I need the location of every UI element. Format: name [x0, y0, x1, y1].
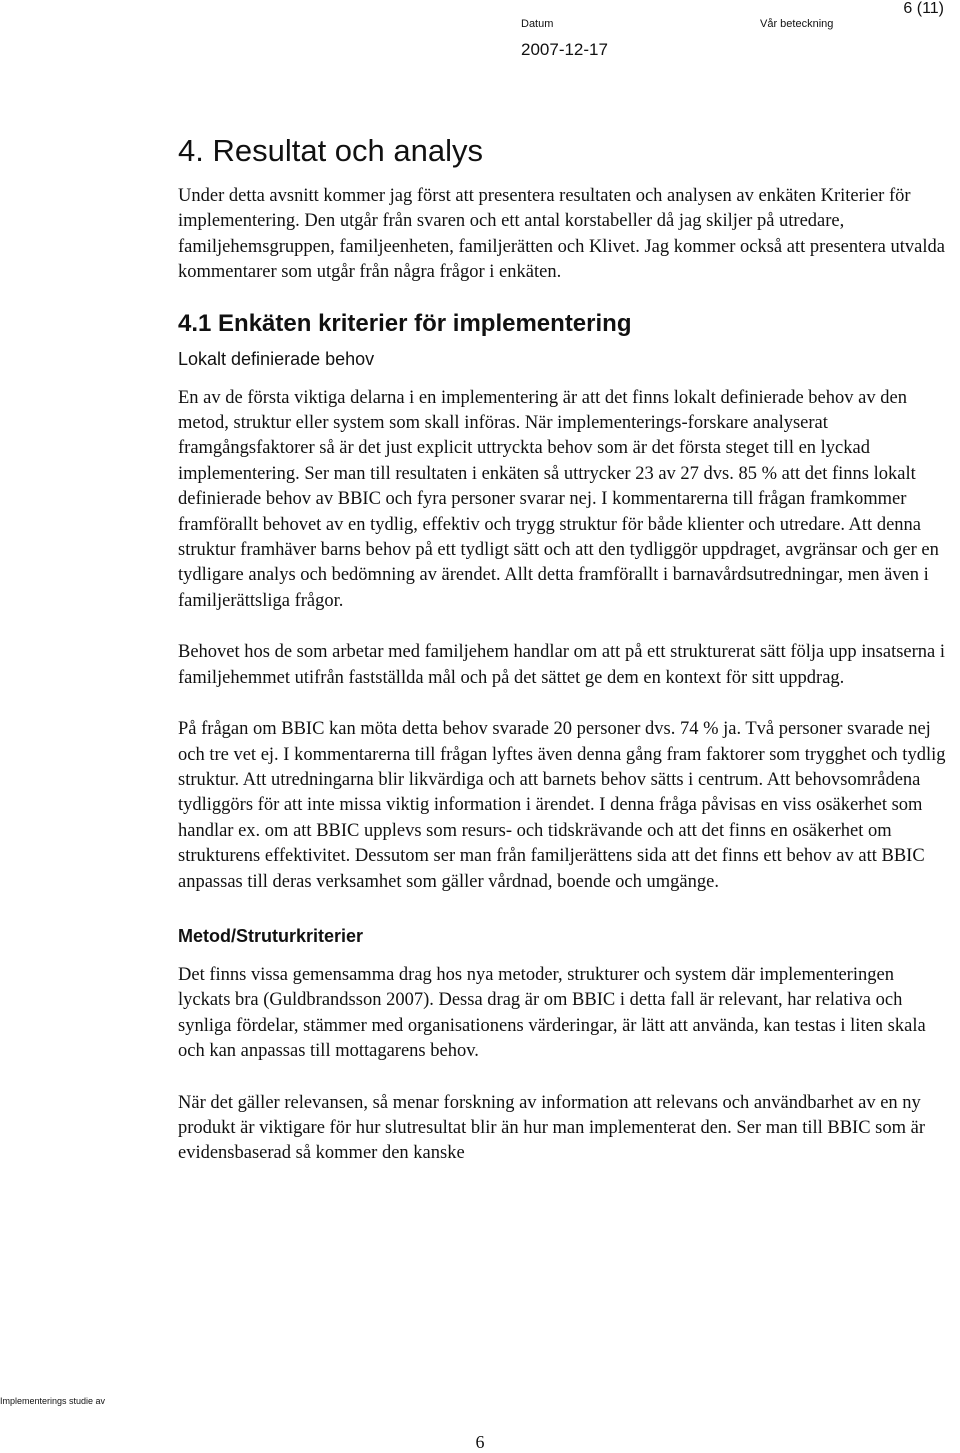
paragraph-bbic-question: På frågan om BBIC kan möta detta behov svarade 20 personer dvs. 74 % ja. Två personer svarade nej och tre vet ej. I kommentarerna till frågan lyftes även denna gång fram faktorer som trygghet och tydlig struktur. Att utredningarna blir likvärdiga och att barnets behov sätts i centrum. Att behovsområdena tydliggörs för att inte missa viktig information i ärendet. I denna fråga påvisas en viss osäkerhet som handlar ex. om att BBIC upplevs som resurs- och tidskrävande och att det finns en osäkerhet om strukturens effektivitet. Dessutom ser man från familjerättens sida att det finns ett behov av att BBIC anpassas till deras verksamhet som gäller vårdnad, boende och umgänge.	[178, 719, 946, 892]
heading-method-criteria: Metod/Struturkriterier	[178, 925, 364, 946]
date-value: 2007-12-17	[521, 40, 608, 59]
date-label: Datum	[521, 18, 554, 30]
heading-local-needs: Lokalt definierade behov	[178, 348, 375, 369]
document-body	[178, 128, 948, 1167]
paragraph-foster-homes: Behovet hos de som arbetar med familjehem handlar om att på ett strukturerat sätt följa upp insatserna i familjehemmet utifrån fastställda mål och på det sättet ge dem en kontext för sitt uppdrag.	[178, 642, 946, 688]
page-count: 6 (11)	[903, 0, 944, 17]
footer-page-number: 6	[475, 1432, 485, 1452]
footer-document-name: Implementerings studie av	[0, 1396, 106, 1406]
intro-paragraph: Under detta avsnitt kommer jag först att presentera resultaten och analysen av enkäten Kriterier för implementering. Den utgår från svaren och ett antal korstabeller då jag skiljer på utredare, familjehemsgruppen, familjeenheten, familjerätten och Klivet. Jag kommer också att presentera utvalda kommentarer som utgår från några frågor i enkäten.	[178, 186, 945, 283]
reference-label: Vår beteckning	[760, 18, 834, 30]
section-title: 4. Resultat och analys	[178, 133, 484, 168]
paragraph-relevance: När det gäller relevansen, så menar forskning av information att relevans och användbarhet av en ny produkt är viktigare för hur slutresultat blir än hur man implementerat den. Ser man till BBIC som är evidensbaserad så kommer den kanske	[178, 1092, 926, 1164]
subsection-title: 4.1 Enkäten kriterier för implementering	[178, 309, 632, 337]
paragraph-common-traits: Det finns vissa gemensamma drag hos nya metoder, strukturer och system där implementeringen lyckats bra (Guldbrandsson 2007). Dessa drag är om BBIC i detta fall är relevant, har relativa och synliga fördelar, stämmer med organisationens värderingar, är lätt att använda, kan testas i liten skala och kan anpassas till mottagarens behov.	[178, 964, 926, 1062]
paragraph-local-needs: En av de första viktiga delarna i en implementering är att det finns lokalt definierade behov av den metod, struktur eller system som skall införas. När implementerings-forskare analyserat framgångsfaktorer så är det just explicit uttryckta behov som är det första steget till en lyckad implementering. Ser man till resultaten i enkäten så uttrycker 23 av 27 dvs. 85 % att det finns lokalt definierade behov av BBIC och fyra personer svarar nej. I kommentarerna till frågan framkommer framförallt behovet av en tydlig, effektiv och trygg struktur för både klienter och utredare. Att denna struktur framhäver barns behov på ett tydligt sätt och att den tydliggör uppdraget, avgränsar och ger en tydligare analys och bedömning av ärendet. Allt detta framförallt i barnavårdsutredningar, men även i familjerättsliga frågor.	[178, 387, 939, 611]
